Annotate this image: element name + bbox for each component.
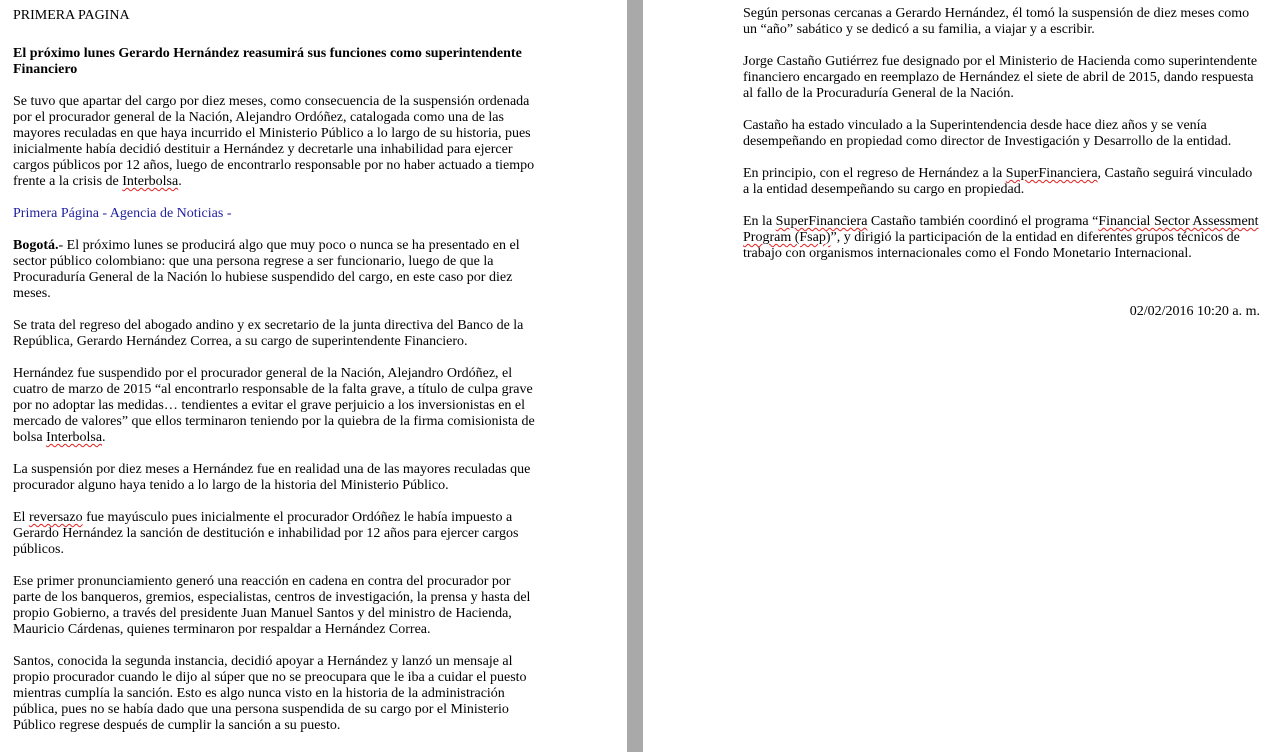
paragraph-12	[743, 214, 1260, 262]
paragraph-5	[13, 510, 537, 558]
document-page-left[interactable]	[0, 0, 627, 752]
paragraph-11-text: , Castaño seguirá vinculado a la entidad desempeñando su cargo en propiedad.	[743, 166, 1253, 197]
paragraph-12-mid: Castaño también coordinó el programa “	[867, 214, 1099, 229]
paragraph-4: La suspensión por diez meses a Hernández fue en realidad una de las mayores reculadas que procurador alguno haya tenido a lo largo de la historia del Ministerio Público.	[13, 462, 531, 493]
paragraph-5-text: fue mayúsculo pues inicialmente el procurador Ordóñez le había impuesto a Gerardo Hernández la sanción de destitución e inhabilidad por 12 años para ejercer cargos públicos.	[13, 510, 519, 557]
spellcheck-flag: Financial Sector Assessment Program (Fsap)	[743, 214, 1259, 245]
paragraph-10: Castaño ha estado vinculado a la Superintendencia desde hace diez años y se venía desempeñando en propiedad como director de Investigación y Desarrollo de la entidad.	[743, 118, 1232, 149]
paragraph-1-text: - El próximo lunes se producirá algo que muy poco o nunca se ha presentado en el sector público colombiano: que una persona regrese a ser funcionario, luego de que la Procuraduría General de la Nación lo hubiese suspendido del cargo, en este caso por diez meses.	[13, 238, 520, 301]
paragraph-11-start: En principio, con el regreso de Hernández a la	[743, 166, 1006, 181]
page-left-content	[13, 8, 537, 750]
paragraph-5-start: El	[13, 510, 29, 525]
paragraph-12-start: En la	[743, 214, 776, 229]
paragraph-9: Jorge Castaño Gutiérrez fue designado por el Ministerio de Hacienda como superintendente financiero encargado en reemplazo de Hernández el siete de abril de 2015, dando respuesta al fallo de la Procuraduría General de la Nación.	[743, 54, 1258, 101]
paragraph-6: Ese primer pronunciamiento generó una reacción en cadena en contra del procurador por parte de los banqueros, gremios, especialistas, centros de investigación, la prensa y hasta del propio Gobierno, a través del presidente Juan Manuel Santos y del ministro de Hacienda, Mauricio Cárdenas, quienes terminaron por respaldar a Hernández Correa.	[13, 574, 531, 637]
paragraph-2: Se trata del regreso del abogado andino y ex secretario de la junta directiva del Banco de la República, Gerardo Hernández Correa, a su cargo de superintendente Financiero.	[13, 318, 524, 349]
article-summary	[13, 94, 537, 190]
paragraph-3-text: Hernández fue suspendido por el procurador general de la Nación, Alejandro Ordóñez, el cuatro de marzo de 2015 “al encontrarlo responsable de la falta grave, a título de culpa grave por no adoptar las medidas… tendientes a evitar el grave perjuicio a los inversionistas en el mercado de valores” que ellos terminaron teniendo por la quiebra de la firma comisionista de bolsa	[13, 366, 535, 445]
spellcheck-flag: SuperFinanciera	[775, 214, 868, 229]
paragraph-3-end: .	[102, 430, 106, 445]
dateline-place: Bogotá.	[13, 238, 59, 253]
section-kicker: PRIMERA PAGINA	[13, 8, 130, 23]
spellcheck-flag: SuperFinanciera	[1005, 166, 1098, 181]
summary-end: .	[178, 174, 182, 189]
document-page-right[interactable]	[643, 0, 1273, 752]
article-headline: El próximo lunes Gerardo Hernández reasumirá sus funciones como superintendente Financiero	[13, 46, 522, 77]
paragraph-7: Santos, conocida la segunda instancia, decidió apoyar a Hernández y lanzó un mensaje al propio procurador cuando le dijo al súper que no se preocupara que le iba a cuidar el puesto mientras cumplía la sanción. Esto es algo nunca visto en la historia de la administración pública, pues no se había dado que una persona suspendida de su cargo por el Ministerio Público regrese después de cumplir la sanción a su puesto.	[13, 654, 527, 733]
spellcheck-flag: reversazo	[28, 510, 83, 525]
spellcheck-flag: Interbolsa	[122, 174, 179, 189]
paragraph-8: Según personas cercanas a Gerardo Hernández, él tomó la suspensión de diez meses como un “año” sabático y se dedicó a su familia, a viajar y a escribir.	[743, 6, 1250, 37]
summary-text: Se tuvo que apartar del cargo por diez meses, como consecuencia de la suspensión ordenada por el procurador general de la Nación, Alejandro Ordóñez, catalogada como una de las mayores reculadas en que haya incurrido el Ministerio Público a lo largo de su historia, pues inicialmente había decidió destituir a Hernández y decretarle una inhabilidad para ejercer cargos públicos por 12 años, luego de encontrarlo responsable por no haber actuado a tiempo frente a la crisis de	[13, 94, 535, 189]
page-gap	[627, 0, 643, 752]
paragraph-3	[13, 366, 537, 446]
publish-timestamp: 02/02/2016 10:20 a. m.	[1129, 304, 1260, 319]
page-right-content	[743, 6, 1260, 336]
paragraph-11	[743, 166, 1260, 198]
paragraph-12-text: ”, y dirigió la participación de la entidad en diferentes grupos técnicos de trabajo con organismos internacionales como el Fondo Monetario Internacional.	[743, 230, 1240, 261]
source-line: Primera Página - Agencia de Noticias -	[13, 206, 232, 221]
spellcheck-flag: Interbolsa	[46, 430, 103, 445]
paragraph-1	[13, 238, 537, 302]
